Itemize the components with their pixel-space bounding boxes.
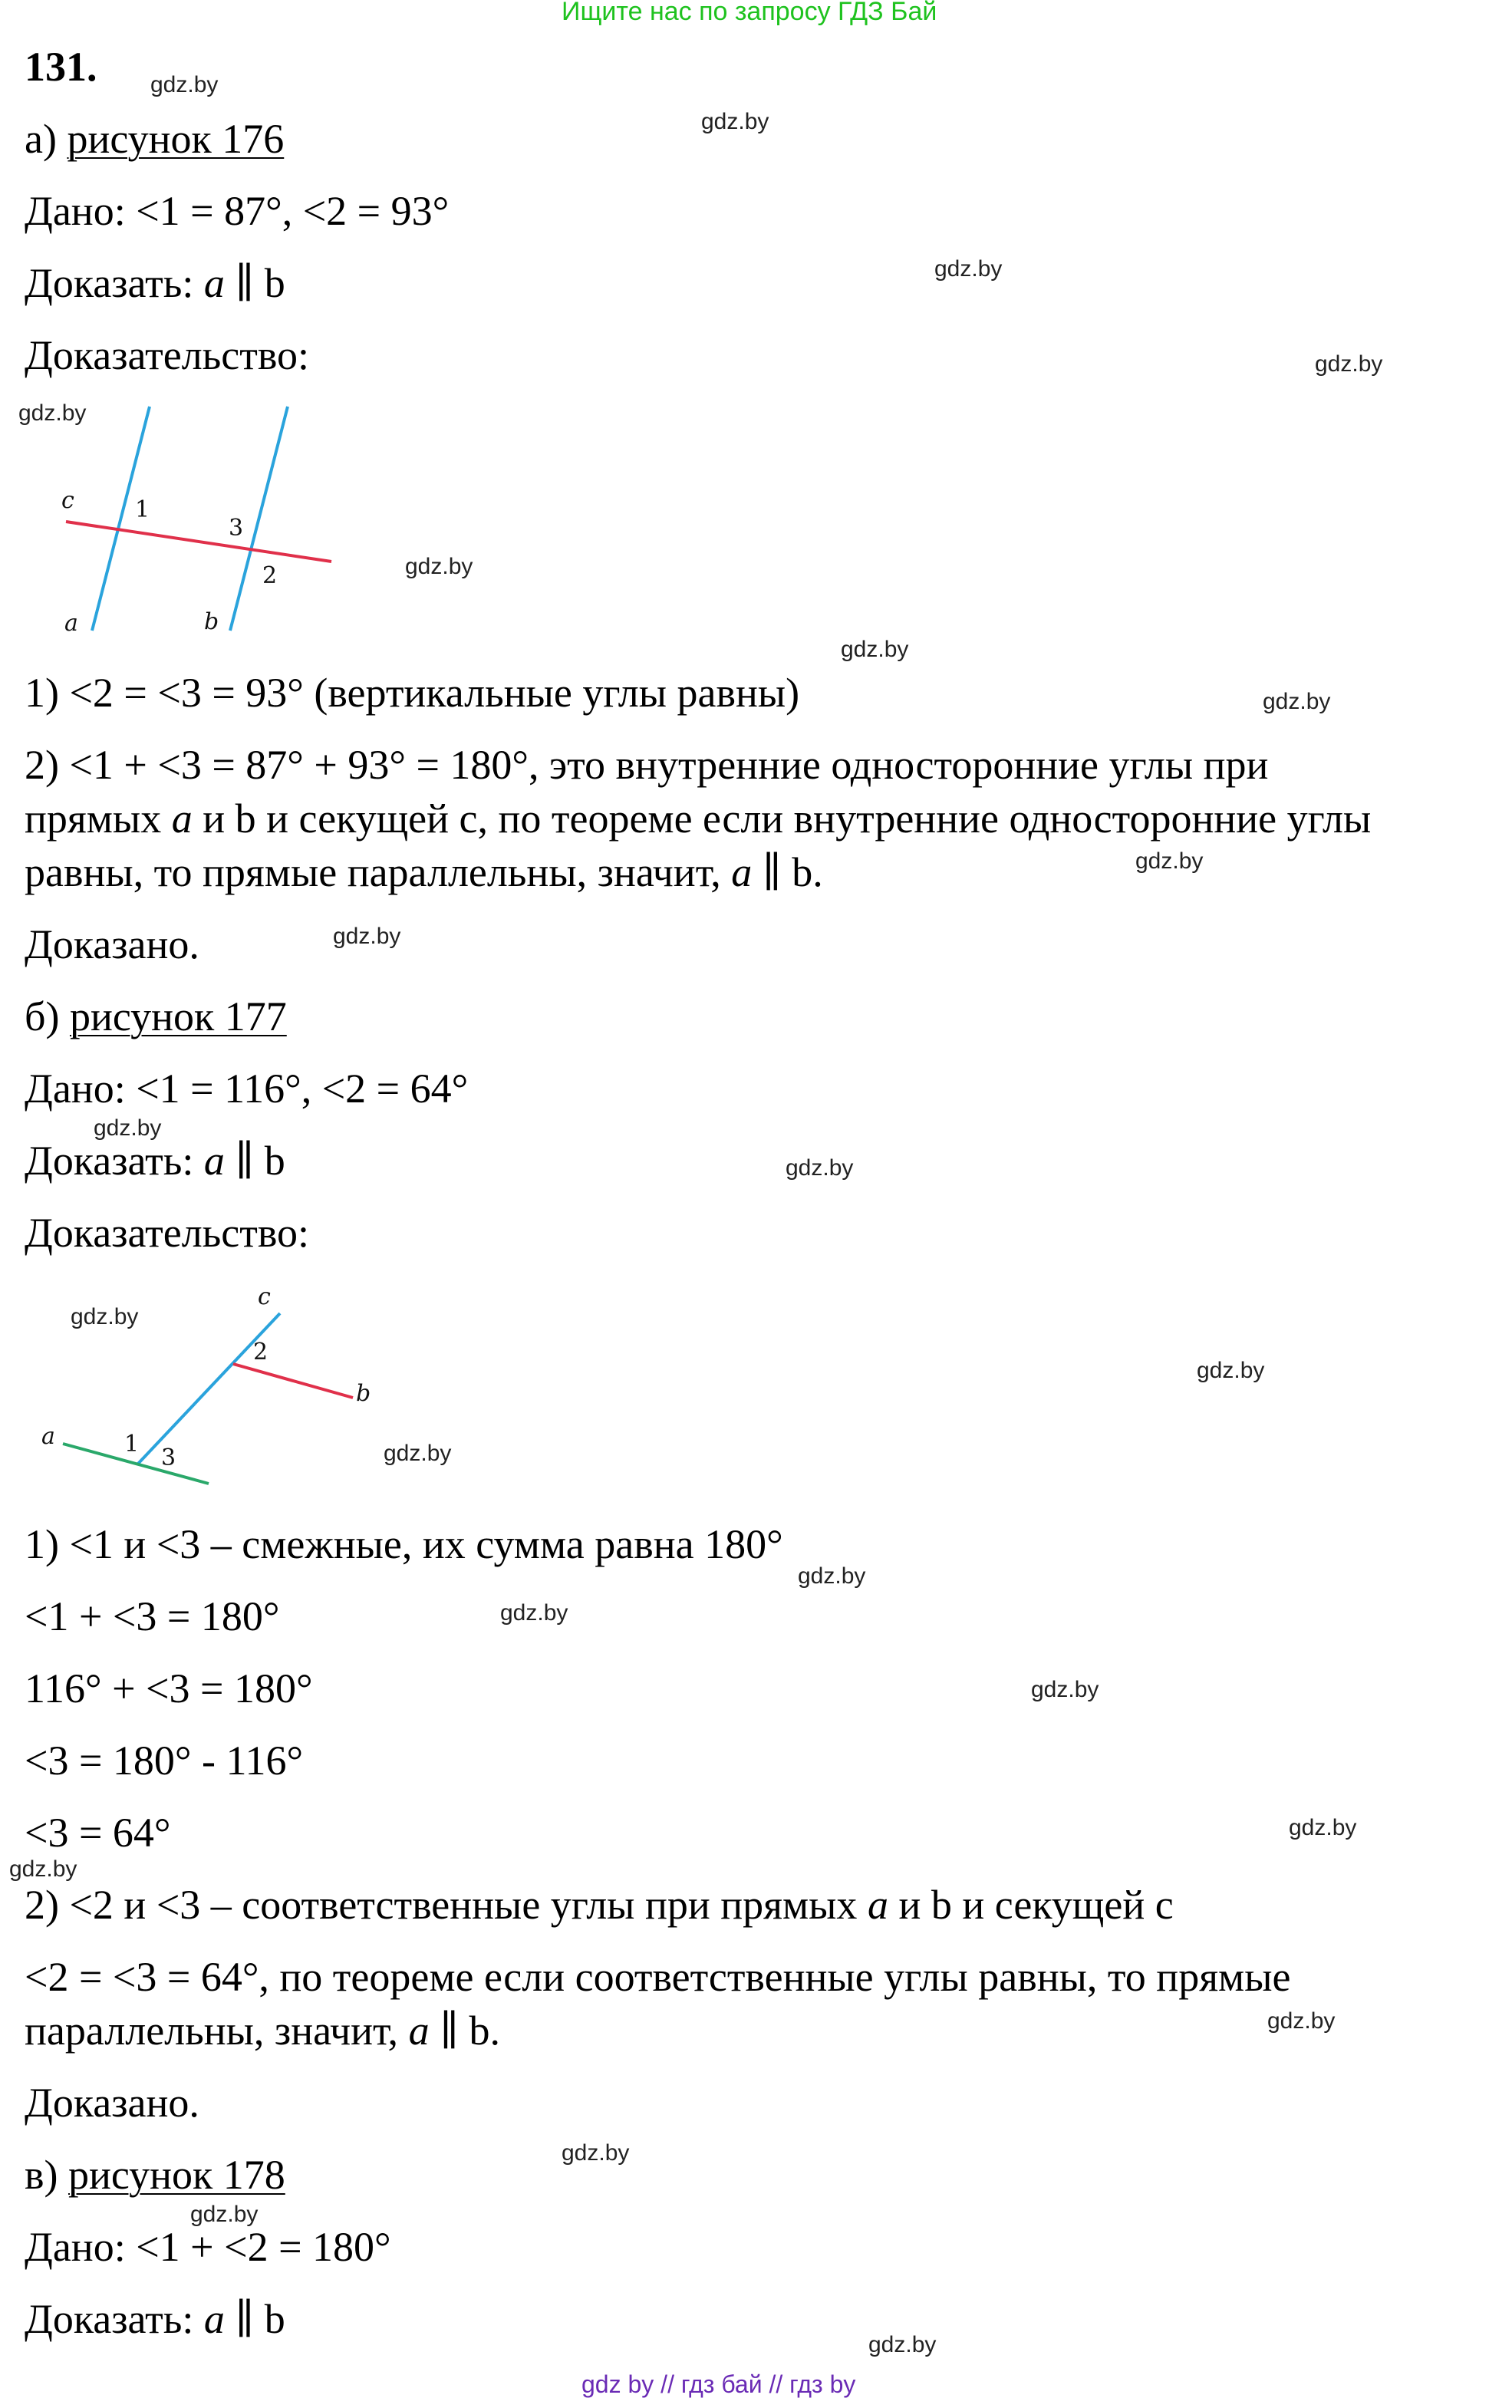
line-c	[66, 522, 331, 562]
watermark: gdz.by	[500, 1600, 568, 1626]
part-c-given: Дано: <1 + <2 = 180°	[25, 2224, 391, 2270]
watermark: gdz.by	[1197, 1358, 1265, 1383]
part-a-proof-title: Доказательство:	[25, 332, 309, 378]
watermark: gdz.by	[150, 72, 219, 97]
text: ∥ b.	[429, 2008, 501, 2054]
part-c-prove	[25, 2295, 285, 2343]
line-a-label: a	[731, 849, 753, 895]
part-b-done: Доказано.	[25, 2080, 199, 2126]
line-a-label: a	[203, 1138, 225, 1184]
line-a-label: a	[408, 2008, 430, 2054]
label-b: b	[204, 608, 219, 635]
figure-176	[46, 400, 353, 650]
part-b-step1: 1) <1 и <3 – смежные, их сумма равна 180°	[25, 1521, 783, 1567]
watermark: gdz.by	[9, 1856, 77, 1882]
label-a: a	[64, 610, 78, 637]
angle-1-label: 1	[124, 1431, 140, 1458]
angle-3-label: 3	[229, 515, 244, 542]
part-b-prefix: б)	[25, 993, 70, 1039]
line-c	[138, 1313, 280, 1464]
figure-178-link[interactable]: рисунок 178	[68, 2152, 285, 2198]
label-c: c	[61, 487, 74, 514]
part-a-step1: 1) <2 = <3 = 93° (вертикальные углы равны)	[25, 670, 800, 716]
part-b-proof-title: Доказательство:	[25, 1210, 309, 1256]
part-b-step2	[25, 1881, 1174, 1929]
angle-3-label: 3	[161, 1444, 176, 1471]
part-a-prefix: а)	[25, 116, 68, 162]
line-b	[233, 1364, 353, 1398]
prove-label: Доказать:	[25, 260, 204, 306]
line-a-label: a	[171, 796, 193, 842]
angle-2-label: 2	[253, 1339, 268, 1365]
watermark: gdz.by	[1263, 689, 1331, 714]
watermark: gdz.by	[934, 256, 1003, 282]
angle-1-label: 1	[135, 496, 150, 523]
watermark: gdz.by	[18, 400, 87, 426]
label-c: c	[258, 1283, 271, 1310]
figure-177	[31, 1273, 399, 1507]
part-a-heading	[25, 115, 284, 163]
part-b-prove	[25, 1137, 285, 1184]
part-a-done: Доказано.	[25, 921, 199, 967]
text: 2) <2 и <3 – соответственные углы при прямых	[25, 1882, 868, 1928]
text: ∥ b.	[752, 849, 823, 895]
prove-statement: ∥ b	[224, 1138, 285, 1184]
label-b: b	[356, 1380, 371, 1407]
line-a-label: a	[203, 2296, 225, 2342]
text: параллельны, значит,	[25, 2008, 409, 2054]
line-a-label: a	[203, 260, 225, 306]
part-b-eq2: 116° + <3 = 180°	[25, 1665, 313, 1711]
watermark: gdz.by	[701, 109, 769, 134]
watermark: gdz.by	[71, 1304, 139, 1329]
watermark: gdz.by	[868, 2332, 937, 2357]
figure-177-link[interactable]: рисунок 177	[69, 993, 287, 1039]
part-b-eq1: <1 + <3 = 180°	[25, 1593, 280, 1639]
watermark: gdz.by	[1267, 2008, 1336, 2034]
header-link[interactable]: Ищите нас по запросу ГДЗ Бай	[562, 0, 937, 26]
prove-label: Доказать:	[25, 1138, 204, 1184]
part-b-step3-line2	[25, 2007, 500, 2054]
watermark: gdz.by	[190, 2202, 259, 2227]
footer-links[interactable]: gdz by // гдз бай // гдз by	[581, 2370, 856, 2398]
watermark: gdz.by	[94, 1115, 162, 1141]
part-c-prefix: в)	[25, 2152, 68, 2198]
watermark: gdz.by	[1289, 1815, 1357, 1840]
part-a-prove	[25, 259, 285, 307]
prove-label: Доказать:	[25, 2296, 204, 2342]
line-a-label: a	[867, 1882, 888, 1928]
watermark: gdz.by	[786, 1155, 854, 1181]
figure-176-link[interactable]: рисунок 176	[67, 116, 285, 162]
watermark: gdz.by	[1031, 1677, 1099, 1702]
text: прямых	[25, 796, 172, 842]
watermark: gdz.by	[405, 554, 473, 579]
angle-2-label: 2	[262, 562, 278, 589]
part-a-step2-line1: 2) <1 + <3 = 87° + 93° = 180°, это внутренние односторонние углы при	[25, 742, 1269, 788]
watermark: gdz.by	[562, 2140, 630, 2166]
part-a-step2-line3	[25, 848, 823, 896]
part-b-step3-line1: <2 = <3 = 64°, по теореме если соответственные углы равны, то прямые	[25, 1954, 1291, 2000]
watermark: gdz.by	[333, 924, 401, 949]
text: и b и секущей с	[888, 1882, 1174, 1928]
watermark: gdz.by	[841, 637, 909, 662]
prove-statement: ∥ b	[224, 2296, 285, 2342]
text: равны, то прямые параллельны, значит,	[25, 849, 732, 895]
watermark: gdz.by	[1315, 351, 1383, 377]
part-a-given: Дано: <1 = 87°, <2 = 93°	[25, 188, 450, 234]
part-b-eq4: <3 = 64°	[25, 1810, 171, 1856]
part-b-heading	[25, 993, 287, 1040]
part-c-heading	[25, 2151, 285, 2199]
part-b-given: Дано: <1 = 116°, <2 = 64°	[25, 1066, 469, 1112]
label-a: a	[41, 1423, 55, 1450]
text: и b и секущей с, по теореме если внутренние односторонние углы	[192, 796, 1372, 842]
watermark: gdz.by	[1135, 848, 1204, 874]
watermark: gdz.by	[384, 1441, 452, 1466]
prove-statement: ∥ b	[224, 260, 285, 306]
problem-number: 131.	[25, 44, 97, 90]
watermark: gdz.by	[798, 1563, 866, 1589]
part-b-eq3: <3 = 180° - 116°	[25, 1738, 304, 1784]
part-a-step2-line2	[25, 795, 1371, 842]
